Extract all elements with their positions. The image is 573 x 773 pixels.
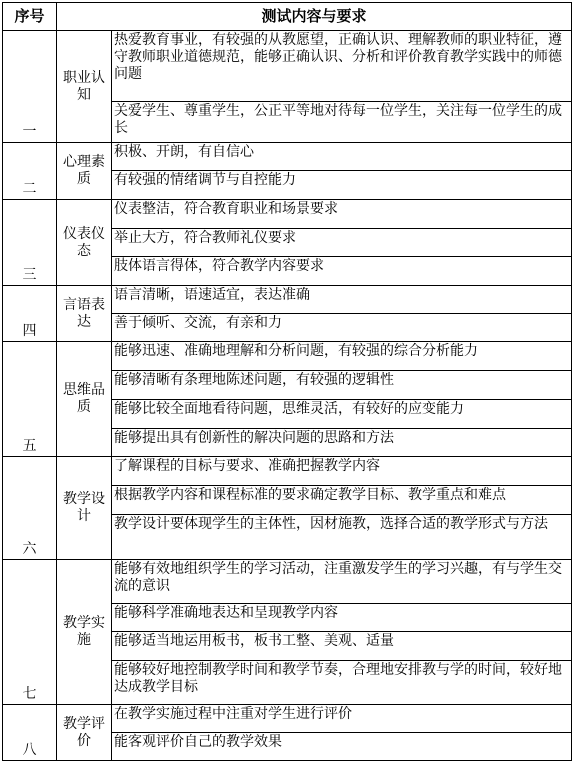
requirement-cell: 仪表整洁，符合教育职业和场景要求 <box>112 200 572 229</box>
requirement-cell: 能够科学准确地表达和呈现教学内容 <box>112 604 572 632</box>
requirement-cell: 能够清晰有条理地陈述问题，有较强的逻辑性 <box>112 371 572 400</box>
requirement-cell: 教学设计要体现学生的主体性，因材施教，选择合适的教学形式与方法 <box>112 515 572 560</box>
table-row <box>3 143 572 171</box>
table-row <box>3 560 572 604</box>
requirement-cell: 有较强的情绪调节与自控能力 <box>112 171 572 200</box>
header-content: 测试内容与要求 <box>57 3 572 31</box>
section-number: 八 <box>3 705 57 761</box>
requirement-cell: 举止大方，符合教师礼仪要求 <box>112 229 572 257</box>
section-number: 四 <box>3 286 57 342</box>
section-category: 教学实施 <box>57 560 112 705</box>
requirement-cell: 能够比较全面地看待问题，思维灵活，有较好的应变能力 <box>112 400 572 429</box>
section-number: 五 <box>3 342 57 457</box>
header-row <box>3 3 572 31</box>
section-number: 二 <box>3 143 57 200</box>
table-row <box>3 342 572 371</box>
requirement-cell: 积极、开朗，有自信心 <box>112 143 572 171</box>
requirement-cell: 肢体语言得体，符合教学内容要求 <box>112 257 572 286</box>
requirement-cell: 能够有效地组织学生的学习活动，注重激发学生的学习兴趣，有与学生交流的意识 <box>112 560 572 604</box>
requirement-cell: 能够迅速、准确地理解和分析问题，有较强的综合分析能力 <box>112 342 572 371</box>
requirement-cell: 关爱学生、尊重学生，公正平等地对待每一位学生，关注每一位学生的成长 <box>112 102 572 143</box>
section-category: 心理素质 <box>57 143 112 200</box>
requirement-cell: 能客观评价自己的教学效果 <box>112 733 572 761</box>
requirement-cell: 了解课程的目标与要求、准确把握教学内容 <box>112 457 572 486</box>
requirements-table <box>2 2 572 761</box>
header-seq: 序号 <box>3 3 57 31</box>
requirement-cell: 能够较好地控制教学时间和教学节奏，合理地安排教与学的时间，较好地达成教学目标 <box>112 661 572 705</box>
requirement-cell: 能够提出具有创新性的解决问题的思路和方法 <box>112 429 572 457</box>
requirement-cell: 根据教学内容和课程标准的要求确定教学目标、教学重点和难点 <box>112 486 572 515</box>
requirement-cell: 热爱教育事业，有较强的从教愿望，正确认识、理解教师的职业特征，遵守教师职业道德规范，能够正确认识、分析和评价教育教学实践中的师德问题 <box>112 31 572 102</box>
requirement-cell: 在教学实施过程中注重对学生进行评价 <box>112 705 572 733</box>
section-category: 仪表仪态 <box>57 200 112 286</box>
section-number: 七 <box>3 560 57 705</box>
section-category: 思维品质 <box>57 342 112 457</box>
section-number: 六 <box>3 457 57 560</box>
table-row <box>3 200 572 229</box>
section-category: 教学设计 <box>57 457 112 560</box>
section-category: 职业认知 <box>57 31 112 143</box>
section-category: 言语表达 <box>57 286 112 342</box>
table-row <box>3 457 572 486</box>
table-row <box>3 31 572 102</box>
section-number: 三 <box>3 200 57 286</box>
section-category: 教学评价 <box>57 705 112 761</box>
requirement-cell: 能够适当地运用板书，板书工整、美观、适量 <box>112 632 572 661</box>
requirement-cell: 语言清晰，语速适宜，表达准确 <box>112 286 572 314</box>
table-row <box>3 286 572 314</box>
requirement-cell: 善于倾听、交流，有亲和力 <box>112 314 572 342</box>
section-number: 一 <box>3 31 57 143</box>
table-row <box>3 705 572 733</box>
